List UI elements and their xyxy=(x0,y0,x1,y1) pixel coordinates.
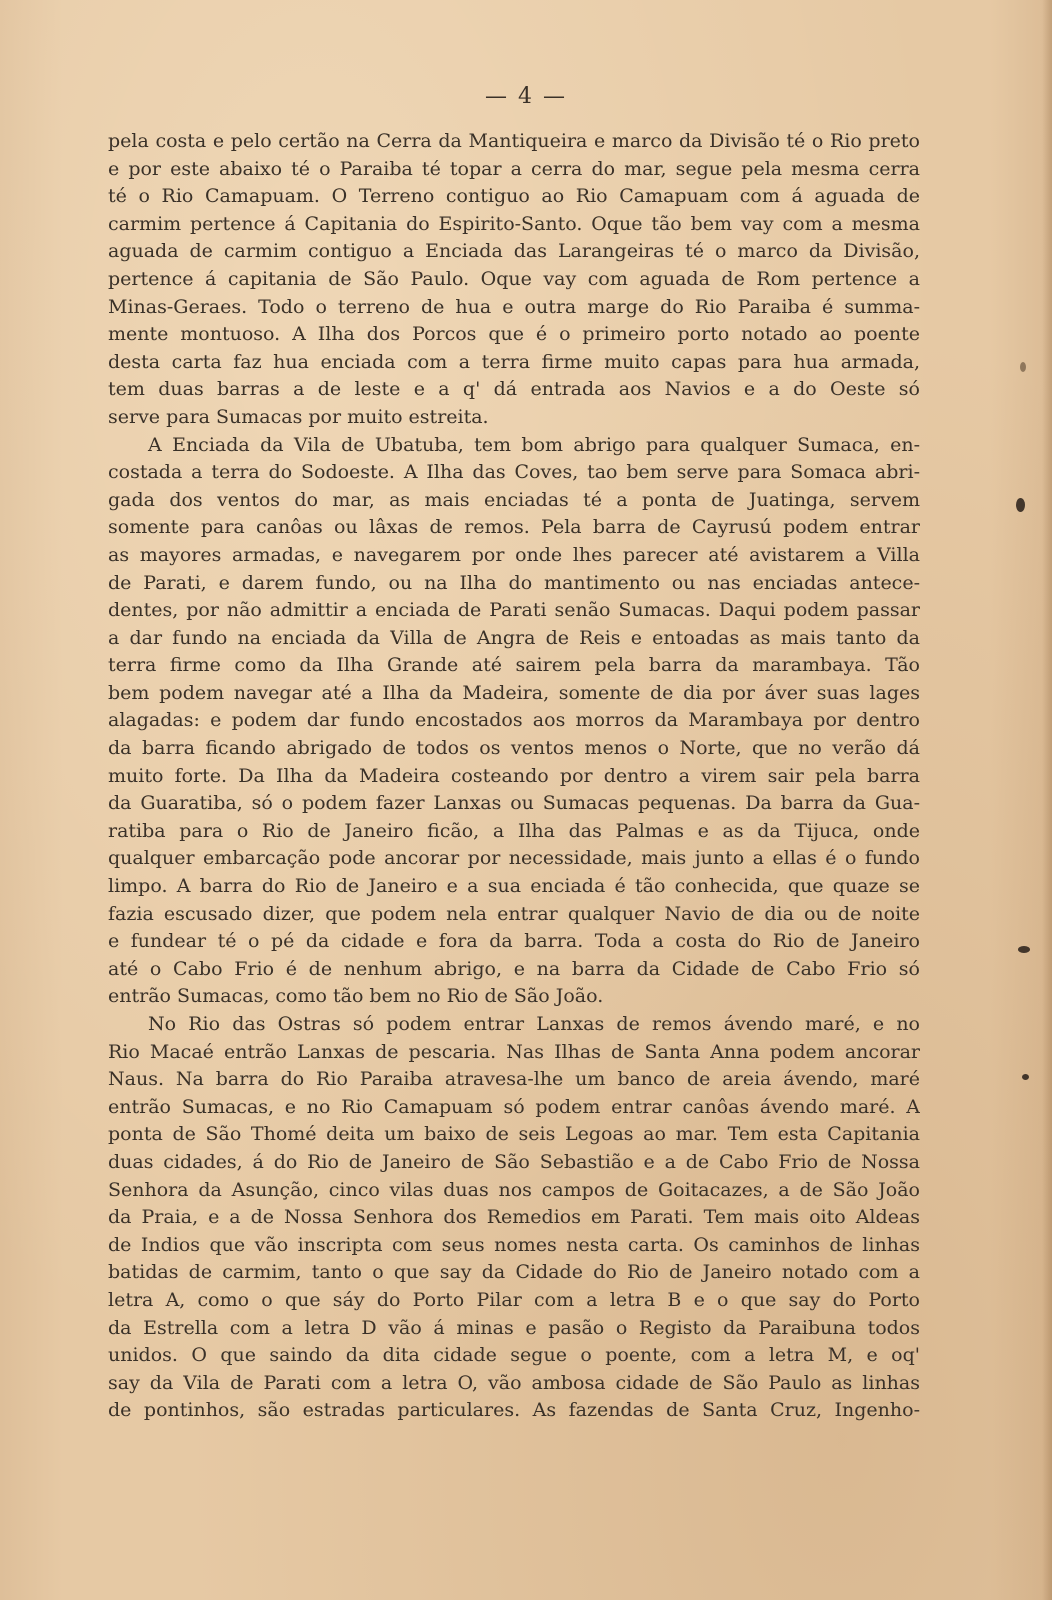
text-line: ratiba para o Rio de Janeiro ficão, a Ilha das Palmas e as da Tijuca, onde xyxy=(108,819,920,842)
text-line: duas cidades, á do Rio de Janeiro de São Sebastião e a de Cabo Frio de Nossa xyxy=(108,1150,920,1173)
text-line: de Indios que vão inscripta com seus nomes nesta carta. Os caminhos de linhas xyxy=(108,1233,920,1256)
text-line: da Guaratiba, só o podem fazer Lanxas ou Sumacas pequenas. Da barra da Gua- xyxy=(108,792,920,815)
text-line: té o Rio Camapuam. O Terreno contiguo ao Rio Camapuam com á aguada de xyxy=(108,185,920,208)
text-line: bem podem navegar até a Ilha da Madeira, somente de dia por áver suas lages xyxy=(108,681,920,704)
paragraph xyxy=(108,1011,920,1425)
text-line: muito forte. Da Ilha da Madeira costeando por dentro a virem sair pela barra xyxy=(108,764,920,787)
text-line: terra firme como da Ilha Grande até sairem pela barra da marambaya. Tão xyxy=(108,654,920,677)
text-line: fazia escusado dizer, que podem nela entrar qualquer Navio de dia ou de noite xyxy=(108,902,920,925)
text-line: de pontinhos, são estradas particulares. As fazendas de Santa Cruz, Ingenho- xyxy=(108,1399,920,1422)
text-line: as mayores armadas, e navegarem por onde lhes parecer até avistarem a Villa xyxy=(108,543,920,566)
text-line: gada dos ventos do mar, as mais enciadas té a ponta de Juatinga, servem xyxy=(108,488,920,511)
text-line: entrão Sumacas, como tão bem no Rio de São João. xyxy=(108,985,604,1008)
text-line: pela costa e pelo certão na Cerra da Mantiqueira e marco da Divisão té o Rio preto xyxy=(108,130,920,152)
text-line: pertence á capitania de São Paulo. Oque vay com aguada de Rom pertence a xyxy=(108,267,920,290)
text-line: carmim pertence á Capitania do Espirito-Santo. Oque tão bem vay com a mesma xyxy=(108,212,920,235)
text-line: da barra ficando abrigado de todos os ventos menos o Norte, que no verão dá xyxy=(108,737,920,760)
text-line: tem duas barras a de leste e a q' dá entrada aos Navios e a do Oeste só xyxy=(108,378,920,401)
text-line: dentes, por não admittir a enciada de Parati senão Sumacas. Daqui podem passar xyxy=(108,599,920,622)
text-line: unidos. O que saindo da dita cidade segue o poente, com a letra M, e oq' xyxy=(108,1344,920,1367)
ink-blot xyxy=(1018,946,1030,953)
text-line: No Rio das Ostras só podem entrar Lanxas de remos ávendo maré, e no xyxy=(148,1013,920,1035)
text-line: limpo. A barra do Rio de Janeiro e a sua enciada é tão conhecida, que quaze se xyxy=(108,875,920,898)
text-line: A Enciada da Vila de Ubatuba, tem bom abrigo para qualquer Sumaca, en- xyxy=(148,433,920,456)
text-line: a dar fundo na enciada da Villa de Angra de Reis e entoadas as mais tanto da xyxy=(108,626,920,649)
text-line: e por este abaixo té o Paraiba té topar a cerra do mar, segue pela mesma cerra xyxy=(108,157,920,180)
paragraph xyxy=(108,432,920,1011)
text-line: entrão Sumacas, e no Rio Camapuam só podem entrar canôas ávendo maré. A xyxy=(108,1095,920,1118)
text-line: ponta de São Thomé deita um baixo de seis Legoas ao mar. Tem esta Capitania xyxy=(108,1123,920,1146)
ink-blot xyxy=(1022,1074,1029,1080)
text-line: Naus. Na barra do Rio Paraiba atravesa-lhe um banco de areia ávendo, maré xyxy=(108,1068,920,1091)
text-line: Senhora da Asunção, cinco vilas duas nos campos de Goitacazes, a de São João xyxy=(108,1178,920,1201)
text-line: da Estrella com a letra D vão á minas e pasão o Registo da Paraibuna todos xyxy=(108,1316,920,1339)
ink-blot xyxy=(1020,362,1026,372)
text-line: Minas-Geraes. Todo o terreno de hua e outra marge do Rio Paraiba é summa- xyxy=(108,295,920,318)
text-line: Rio Macaé entrão Lanxas de pescaria. Nas Ilhas de Santa Anna podem ancorar xyxy=(108,1040,920,1063)
text-line: qualquer embarcação pode ancorar por necessidade, mais junto a ellas é o fundo xyxy=(108,847,920,870)
text-line: say da Vila de Parati com a letra O, vão ambosa cidade de São Paulo as linhas xyxy=(108,1371,920,1394)
text-line: serve para Sumacas por muito estreita. xyxy=(108,405,489,428)
text-line: mente montuoso. A Ilha dos Porcos que é o primeiro porto notado ao poente xyxy=(108,323,920,346)
text-line: costada a terra do Sodoeste. A Ilha das Coves, tao bem serve para Somaca abri- xyxy=(108,461,920,484)
text-line: e fundear té o pé da cidade e fora da barra. Toda a costa do Rio de Janeiro xyxy=(108,930,920,953)
paragraph xyxy=(108,128,920,432)
text-line: letra A, como o que sáy do Porto Pilar com a letra B e o que say do Porto xyxy=(108,1288,920,1311)
page-edge xyxy=(1042,0,1052,1600)
text-line: da Praia, e a de Nossa Senhora dos Remedios em Parati. Tem mais oito Aldeas xyxy=(108,1206,920,1229)
text-line: aguada de carmim contiguo a Enciada das Larangeiras té o marco da Divisão, xyxy=(108,240,920,263)
text-line: de Parati, e darem fundo, ou na Ilha do mantimento ou nas enciadas antece- xyxy=(108,571,920,594)
text-line: alagadas: e podem dar fundo encostados aos morros da Marambaya por dentro xyxy=(108,709,920,732)
text-line: somente para canôas ou lâxas de remos. Pela barra de Cayrusú podem entrar xyxy=(108,516,920,539)
text-line: desta carta faz hua enciada com a terra firme muito capas para hua armada, xyxy=(108,350,920,373)
text-line: batidas de carmim, tanto o que say da Cidade do Rio de Janeiro notado com a xyxy=(108,1261,920,1284)
text-line: até o Cabo Frio é de nenhum abrigo, e na barra da Cidade de Cabo Frio só xyxy=(108,957,920,980)
page-number: — 4 — xyxy=(485,84,567,109)
ink-blot xyxy=(1016,498,1025,512)
body-text xyxy=(108,128,920,1425)
